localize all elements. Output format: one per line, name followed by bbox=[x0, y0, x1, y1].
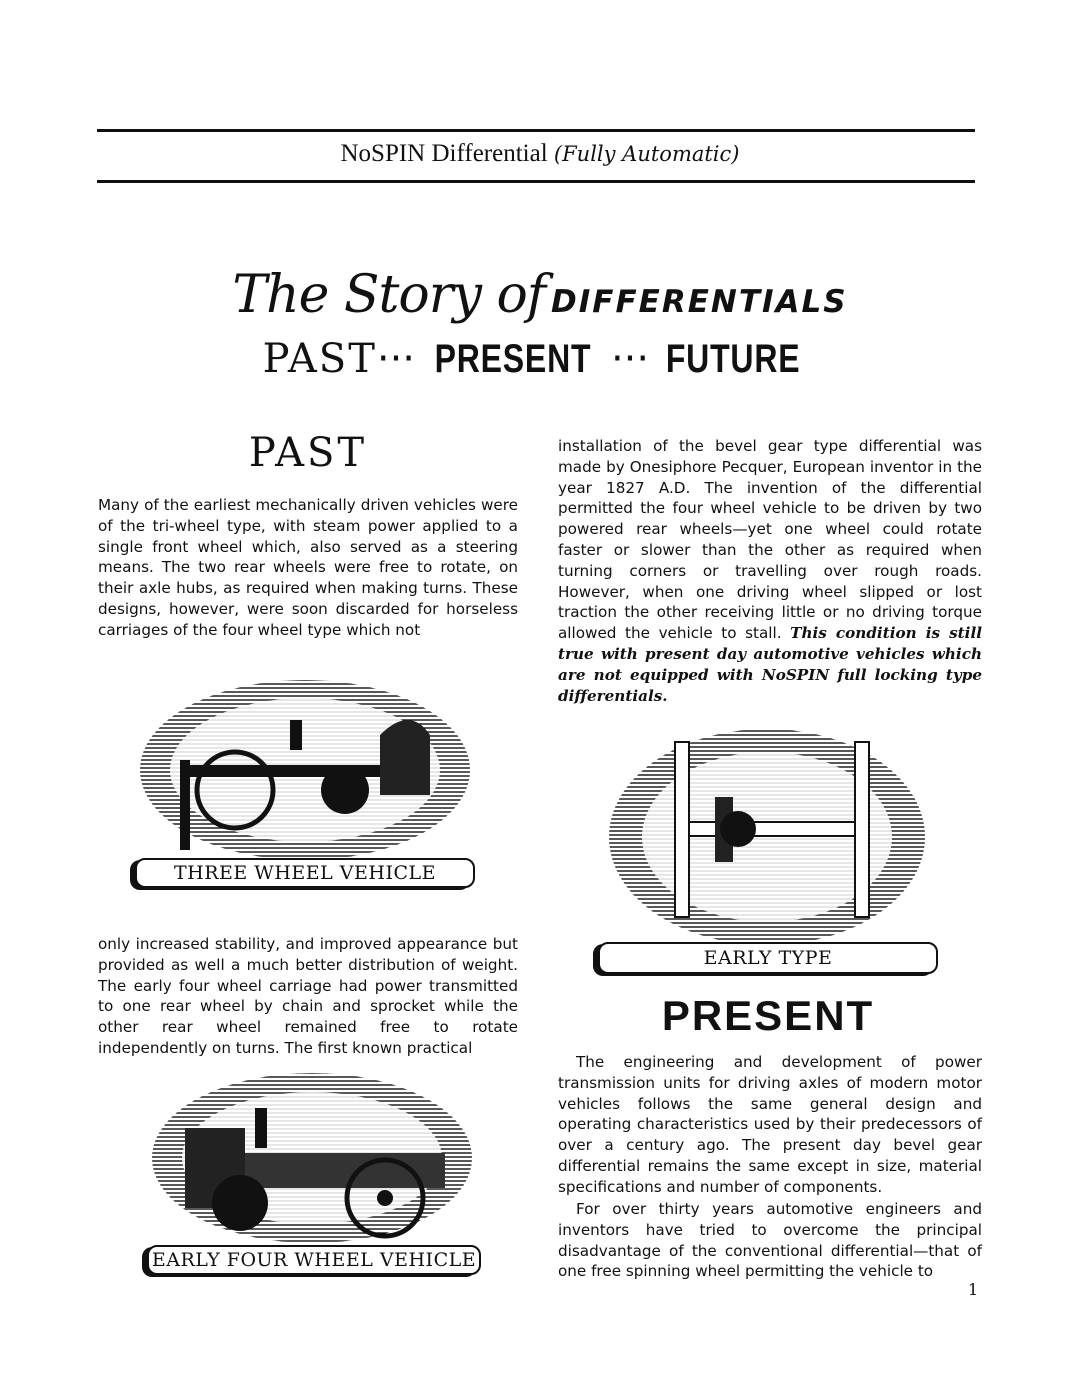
page-title bbox=[0, 265, 1080, 325]
present-paragraph-2: For over thirty years automotive engineers and inventors have tried to overcome the principal disadvantage of the conventional differential—that of one free spinning wheel permitting the vehicle to bbox=[558, 1200, 982, 1281]
subtitle-dots: ··· bbox=[376, 336, 416, 382]
subtitle-future: FUTURE bbox=[665, 337, 801, 381]
page-number: 1 bbox=[968, 1280, 979, 1299]
caption-early-type: EARLY TYPE bbox=[598, 942, 938, 974]
caption-early-four-wheel-vehicle: EARLY FOUR WHEEL VEHICLE bbox=[147, 1245, 481, 1275]
subtitle-present: PRESENT bbox=[434, 337, 592, 381]
subtitle-dots: ··· bbox=[610, 336, 650, 382]
subtitle-past: PAST bbox=[262, 336, 377, 382]
title-main: DIFFERENTIALS bbox=[551, 284, 848, 320]
header-title: NoSPIN Differential bbox=[340, 140, 548, 167]
header-top-rule bbox=[97, 129, 975, 132]
section-heading-present: PRESENT bbox=[661, 992, 875, 1039]
past-paragraph-3 bbox=[558, 436, 982, 706]
running-header bbox=[0, 140, 1080, 168]
early-type-differential-illustration bbox=[600, 722, 935, 952]
header-bottom-rule bbox=[97, 180, 975, 183]
caption-three-wheel-vehicle: THREE WHEEL VEHICLE bbox=[135, 858, 475, 888]
early-four-wheel-vehicle-illustration bbox=[145, 1068, 480, 1263]
header-subtitle: (Fully Automatic) bbox=[553, 142, 740, 166]
section-heading-past: PAST bbox=[248, 430, 368, 476]
past-paragraph-2: only increased stability, and improved appearance but provided as well a much better distribution of weight. The early four wheel carriage had power transmitted to one rear wheel by chain and sprocket while the other rear wheel remained free to rotate independently on turns. The first known practical bbox=[98, 935, 518, 1057]
title-script: The Story of bbox=[232, 265, 546, 325]
past-paragraph-1: Many of the earliest mechanically driven vehicles were of the tri-wheel type, with steam power applied to a single front wheel which, also served as a steering means. The two rear wheels were free to rotate, on their axle hubs, as required when making turns. These designs, however, were soon discarded for horseless carriages of the four wheel type which not bbox=[98, 496, 518, 639]
past-paragraph-3-text: installation of the bevel gear type differential was made by Onesiphore Pecquer, European inventor in the year 1827 A.D. The invention of the differential permitted the four wheel vehicle to be driven by two powered rear wheels—yet one wheel could rotate faster or slower than the other as required when turning corners or travelling over rough roads. However, when one driving wheel slipped or lost traction the other receiving little or no driving torque allowed the vehicle to stall. bbox=[558, 437, 982, 643]
past-paragraph-3-emphasis: This condition is still true with present day automotive vehicles which are not equipped with NoSPIN full locking type differentials. bbox=[558, 624, 982, 705]
page-subtitle bbox=[0, 336, 1080, 382]
present-paragraph-1: The engineering and development of power transmission units for driving axles of modern motor vehicles follows the same general design and operating characteristics used by their predecessors of over a century ago. The present day bevel gear differential remains the same except in size, material specifications and number of components. bbox=[558, 1053, 982, 1196]
